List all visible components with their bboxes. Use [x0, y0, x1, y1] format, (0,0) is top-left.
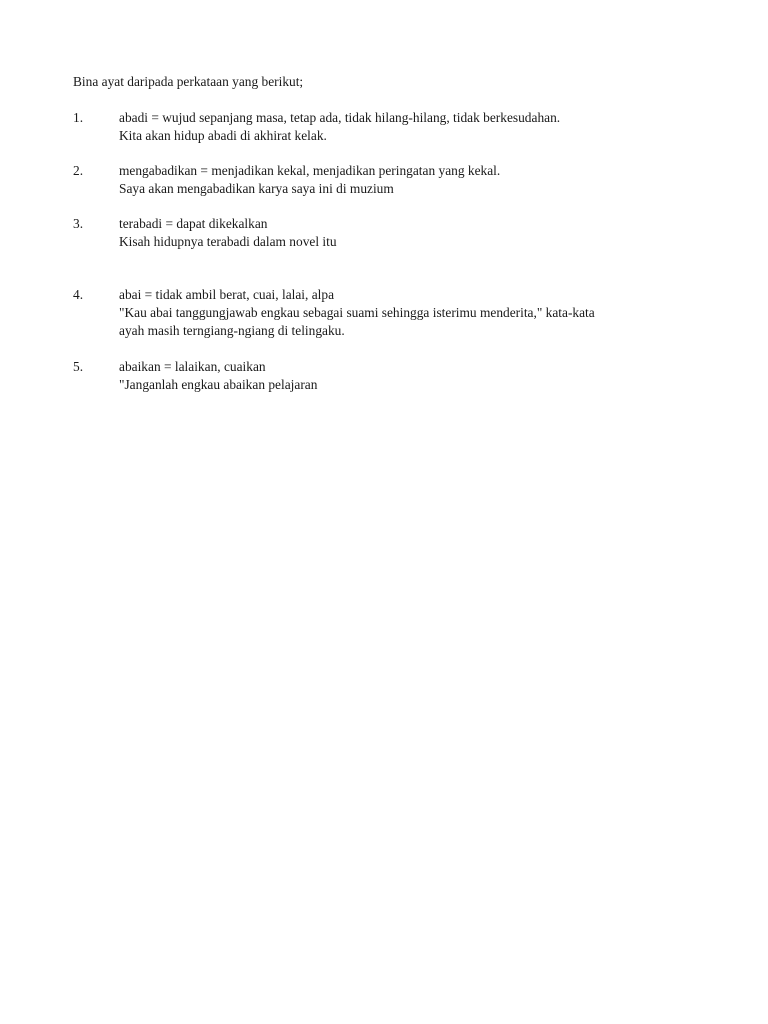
list-item	[73, 162, 693, 198]
word-definition: abai = tidak ambil berat, cuai, lalai, alpa	[119, 287, 335, 302]
list-item	[73, 286, 693, 340]
item-body	[119, 215, 693, 251]
item-number: 2.	[73, 163, 84, 178]
word-definition: mengabadikan = menjadikan kekal, menjadikan peringatan yang kekal.	[119, 163, 501, 178]
item-number: 1.	[73, 110, 84, 125]
example-sentence-line-1: "Kau abai tanggungjawab engkau sebagai suami sehingga isterimu menderita," kata-kata	[119, 305, 595, 320]
item-number: 5.	[73, 359, 84, 374]
item-body	[119, 358, 693, 394]
list-item	[73, 358, 693, 394]
item-body	[119, 109, 693, 145]
item-number: 4.	[73, 287, 84, 302]
example-sentence: Saya akan mengabadikan karya saya ini di muzium	[119, 181, 394, 196]
list-item	[73, 215, 693, 251]
word-definition: abaikan = lalaikan, cuaikan	[119, 359, 266, 374]
item-body	[119, 162, 693, 198]
example-sentence: "Janganlah engkau abaikan pelajaran	[119, 377, 318, 392]
word-definition: abadi = wujud sepanjang masa, tetap ada, tidak hilang-hilang, tidak berkesudahan.	[119, 110, 561, 125]
word-definition: terabadi = dapat dikekalkan	[119, 216, 268, 231]
instruction-text: Bina ayat daripada perkataan yang berikut;	[73, 74, 304, 89]
example-sentence: Kita akan hidup abadi di akhirat kelak.	[119, 128, 327, 143]
item-number: 3.	[73, 216, 84, 231]
list-item	[73, 109, 693, 145]
item-body	[119, 286, 693, 340]
example-sentence: Kisah hidupnya terabadi dalam novel itu	[119, 234, 337, 249]
example-sentence-line-2: ayah masih terngiang-ngiang di telingaku.	[119, 323, 345, 338]
